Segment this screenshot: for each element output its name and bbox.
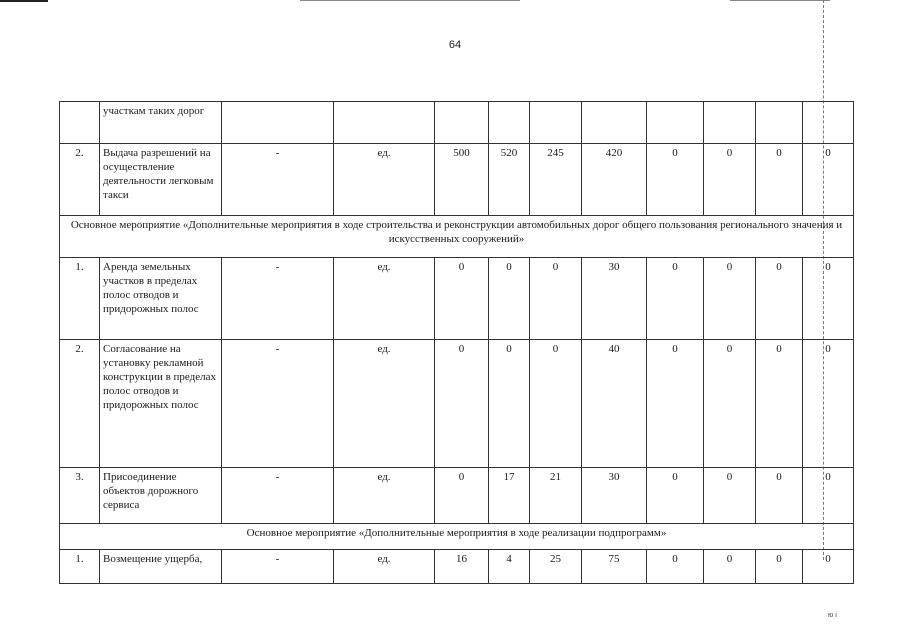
section-row [60, 216, 854, 258]
indicator-name: Выдача разрешений на осуществление деятельности легковым такси [100, 144, 222, 216]
unit-cell: ед. [334, 550, 435, 584]
row-number: 2. [60, 340, 100, 468]
scan-mark-left [0, 0, 48, 2]
section-heading: Основное мероприятие «Дополнительные мероприятия в ходе строительства и реконструкции автомобильных дорог общего пользования регионального значения и искусственных сооружений» [60, 216, 854, 258]
value-cell-3: 25 [530, 550, 582, 584]
value-cell-6: 0 [704, 258, 756, 340]
value-cell-5: 0 [647, 550, 704, 584]
value-cell-2: 17 [489, 468, 530, 524]
value-cell-7: 0 [756, 340, 803, 468]
row-number: 2. [60, 144, 100, 216]
value-cell-3: 21 [530, 468, 582, 524]
row-number: 3. [60, 468, 100, 524]
basis-cell: - [222, 468, 334, 524]
value-cell-5: 0 [647, 468, 704, 524]
value-cell-6: 0 [704, 550, 756, 584]
row-number [60, 102, 100, 144]
value-cell-4: 75 [582, 550, 647, 584]
table-body [60, 102, 854, 584]
unit-cell: ед. [334, 258, 435, 340]
value-cell-8: 0 [803, 468, 854, 524]
unit-cell: ед. [334, 340, 435, 468]
value-cell-5: 0 [647, 340, 704, 468]
scan-mark-right [730, 0, 830, 1]
value-cell-1: 16 [435, 550, 489, 584]
value-cell-7 [756, 102, 803, 144]
value-cell-2: 0 [489, 340, 530, 468]
value-cell-7: 0 [756, 550, 803, 584]
table-row [60, 144, 854, 216]
value-cell-4 [582, 102, 647, 144]
indicator-name: Аренда земельных участков в пределах полос отводов и придорожных полос [100, 258, 222, 340]
value-cell-4: 420 [582, 144, 647, 216]
page-number: 64 [448, 39, 462, 51]
value-cell-3: 0 [530, 258, 582, 340]
value-cell-2: 0 [489, 258, 530, 340]
indicators-table [59, 101, 854, 584]
value-cell-8: 0 [803, 340, 854, 468]
basis-cell: - [222, 550, 334, 584]
value-cell-2: 520 [489, 144, 530, 216]
value-cell-4: 30 [582, 258, 647, 340]
row-number: 1. [60, 550, 100, 584]
value-cell-1: 0 [435, 340, 489, 468]
unit-cell [334, 102, 435, 144]
table-row [60, 340, 854, 468]
corner-marks: ю і [828, 612, 837, 619]
value-cell-6: 0 [704, 144, 756, 216]
value-cell-5: 0 [647, 144, 704, 216]
value-cell-5 [647, 102, 704, 144]
table-row [60, 468, 854, 524]
value-cell-1 [435, 102, 489, 144]
value-cell-8: 0 [803, 550, 854, 584]
table-row [60, 258, 854, 340]
value-cell-7: 0 [756, 144, 803, 216]
indicator-name: Присоединение объектов дорожного сервиса [100, 468, 222, 524]
section-row [60, 524, 854, 550]
value-cell-8 [803, 102, 854, 144]
table-row [60, 102, 854, 144]
value-cell-3: 245 [530, 144, 582, 216]
value-cell-1: 0 [435, 468, 489, 524]
value-cell-6: 0 [704, 340, 756, 468]
indicator-name: участкам таких дорог [100, 102, 222, 144]
value-cell-1: 0 [435, 258, 489, 340]
value-cell-1: 500 [435, 144, 489, 216]
value-cell-2 [489, 102, 530, 144]
basis-cell: - [222, 258, 334, 340]
value-cell-5: 0 [647, 258, 704, 340]
value-cell-6 [704, 102, 756, 144]
indicator-name: Согласование на установку рекламной конструкции в пределах полос отводов и придорожных полос [100, 340, 222, 468]
unit-cell: ед. [334, 468, 435, 524]
value-cell-8: 0 [803, 144, 854, 216]
basis-cell: - [222, 144, 334, 216]
value-cell-3: 0 [530, 340, 582, 468]
basis-cell: - [222, 340, 334, 468]
section-heading: Основное мероприятие «Дополнительные мероприятия в ходе реализации подпрограмм» [60, 524, 854, 550]
value-cell-6: 0 [704, 468, 756, 524]
row-number: 1. [60, 258, 100, 340]
value-cell-4: 40 [582, 340, 647, 468]
value-cell-8: 0 [803, 258, 854, 340]
unit-cell: ед. [334, 144, 435, 216]
value-cell-7: 0 [756, 258, 803, 340]
value-cell-2: 4 [489, 550, 530, 584]
value-cell-3 [530, 102, 582, 144]
value-cell-4: 30 [582, 468, 647, 524]
indicator-name: Возмещение ущерба, [100, 550, 222, 584]
table-row [60, 550, 854, 584]
value-cell-7: 0 [756, 468, 803, 524]
scan-mark-top [300, 0, 520, 1]
basis-cell [222, 102, 334, 144]
